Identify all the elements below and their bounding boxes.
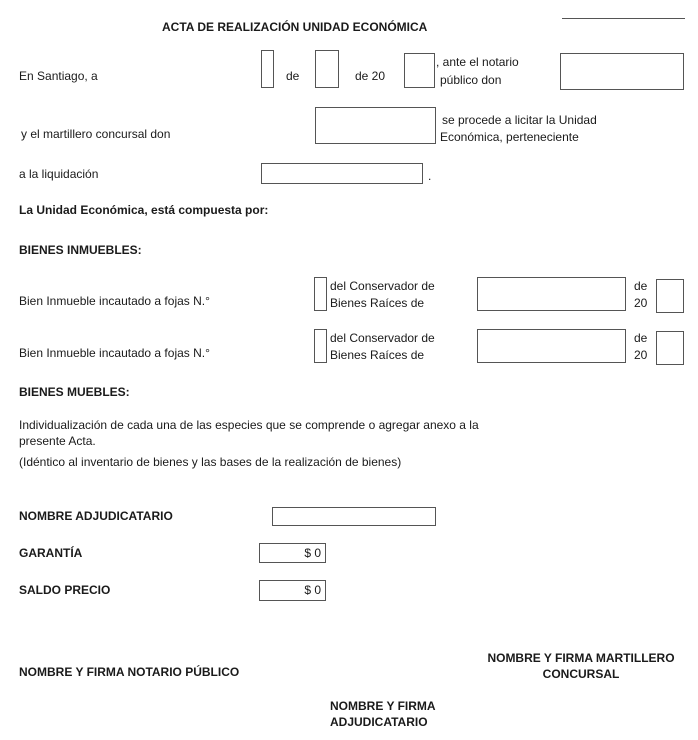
period: .: [428, 169, 432, 183]
day-field[interactable]: [261, 50, 274, 88]
year-field[interactable]: [404, 53, 435, 88]
firma-adjudicatario-line1: NOMBRE Y FIRMA: [330, 699, 436, 713]
month-field[interactable]: [315, 50, 339, 88]
muebles-text-1: Individualización de cada una de las especies que se comprende o agregar anexo a la: [19, 418, 479, 432]
publico-don-label: público don: [440, 73, 502, 87]
year-prefix: 20: [634, 296, 648, 310]
muebles-text-3: (Idéntico al inventario de bienes y las bases de la realización de bienes): [19, 455, 402, 469]
conservador-label: del Conservador de: [330, 279, 435, 293]
muebles-text-2: presente Acta.: [19, 434, 96, 448]
fojas-field[interactable]: [314, 329, 327, 363]
firma-martillero-line1: NOMBRE Y FIRMA MARTILLERO: [487, 651, 675, 665]
year-prefix: 20: [634, 348, 648, 362]
fojas-field[interactable]: [314, 277, 327, 311]
se-procede-label: se procede a licitar la Unidad: [442, 113, 597, 127]
en-santiago-label: En Santiago, a: [19, 69, 98, 83]
liquidacion-field[interactable]: [261, 163, 423, 184]
martillero-name-field[interactable]: [315, 107, 436, 144]
inmueble-label: Bien Inmueble incautado a fojas N.°: [19, 346, 210, 360]
page-title: ACTA DE REALIZACIÓN UNIDAD ECONÓMICA: [162, 20, 428, 34]
inmueble-label: Bien Inmueble incautado a fojas N.°: [19, 294, 210, 308]
firma-adjudicatario-line2: ADJUDICATARIO: [330, 715, 428, 729]
firma-martillero-line2: CONCURSAL: [542, 667, 620, 681]
garantia-label: GARANTÍA: [19, 546, 83, 560]
economica-label: Económica, perteneciente: [440, 130, 579, 144]
liquidacion-label: a la liquidación: [19, 167, 99, 181]
conservador-field[interactable]: [477, 277, 626, 311]
firma-notario: NOMBRE Y FIRMA NOTARIO PÚBLICO: [19, 665, 240, 679]
adjudicatario-field[interactable]: [272, 507, 436, 526]
de-label: de: [286, 69, 300, 83]
saldo-precio-field[interactable]: $ 0: [259, 580, 326, 601]
conservador-field[interactable]: [477, 329, 626, 363]
de-label: de: [634, 331, 648, 345]
firma-adjudicatario: [330, 698, 436, 730]
bienes-raices-label: Bienes Raíces de: [330, 348, 425, 362]
garantia-field[interactable]: $ 0: [259, 543, 326, 563]
ante-notario-label: , ante el notario: [436, 55, 519, 69]
de-label: de: [634, 279, 648, 293]
top-right-line: [562, 18, 685, 19]
conservador-label: del Conservador de: [330, 331, 435, 345]
firma-martillero: [486, 650, 676, 682]
notario-name-field[interactable]: [560, 53, 684, 90]
bienes-inmuebles-heading: BIENES INMUEBLES:: [19, 243, 142, 257]
inmueble-year-field[interactable]: [656, 279, 684, 313]
inmueble-year-field[interactable]: [656, 331, 684, 365]
bienes-raices-label: Bienes Raíces de: [330, 296, 425, 310]
adjudicatario-label: NOMBRE ADJUDICATARIO: [19, 509, 173, 523]
saldo-precio-label: SALDO PRECIO: [19, 583, 111, 597]
martillero-label: y el martillero concursal don: [21, 127, 171, 141]
compuesta-heading: La Unidad Económica, está compuesta por:: [19, 203, 269, 217]
de-20-label: de 20: [355, 69, 386, 83]
bienes-muebles-heading: BIENES MUEBLES:: [19, 385, 130, 399]
